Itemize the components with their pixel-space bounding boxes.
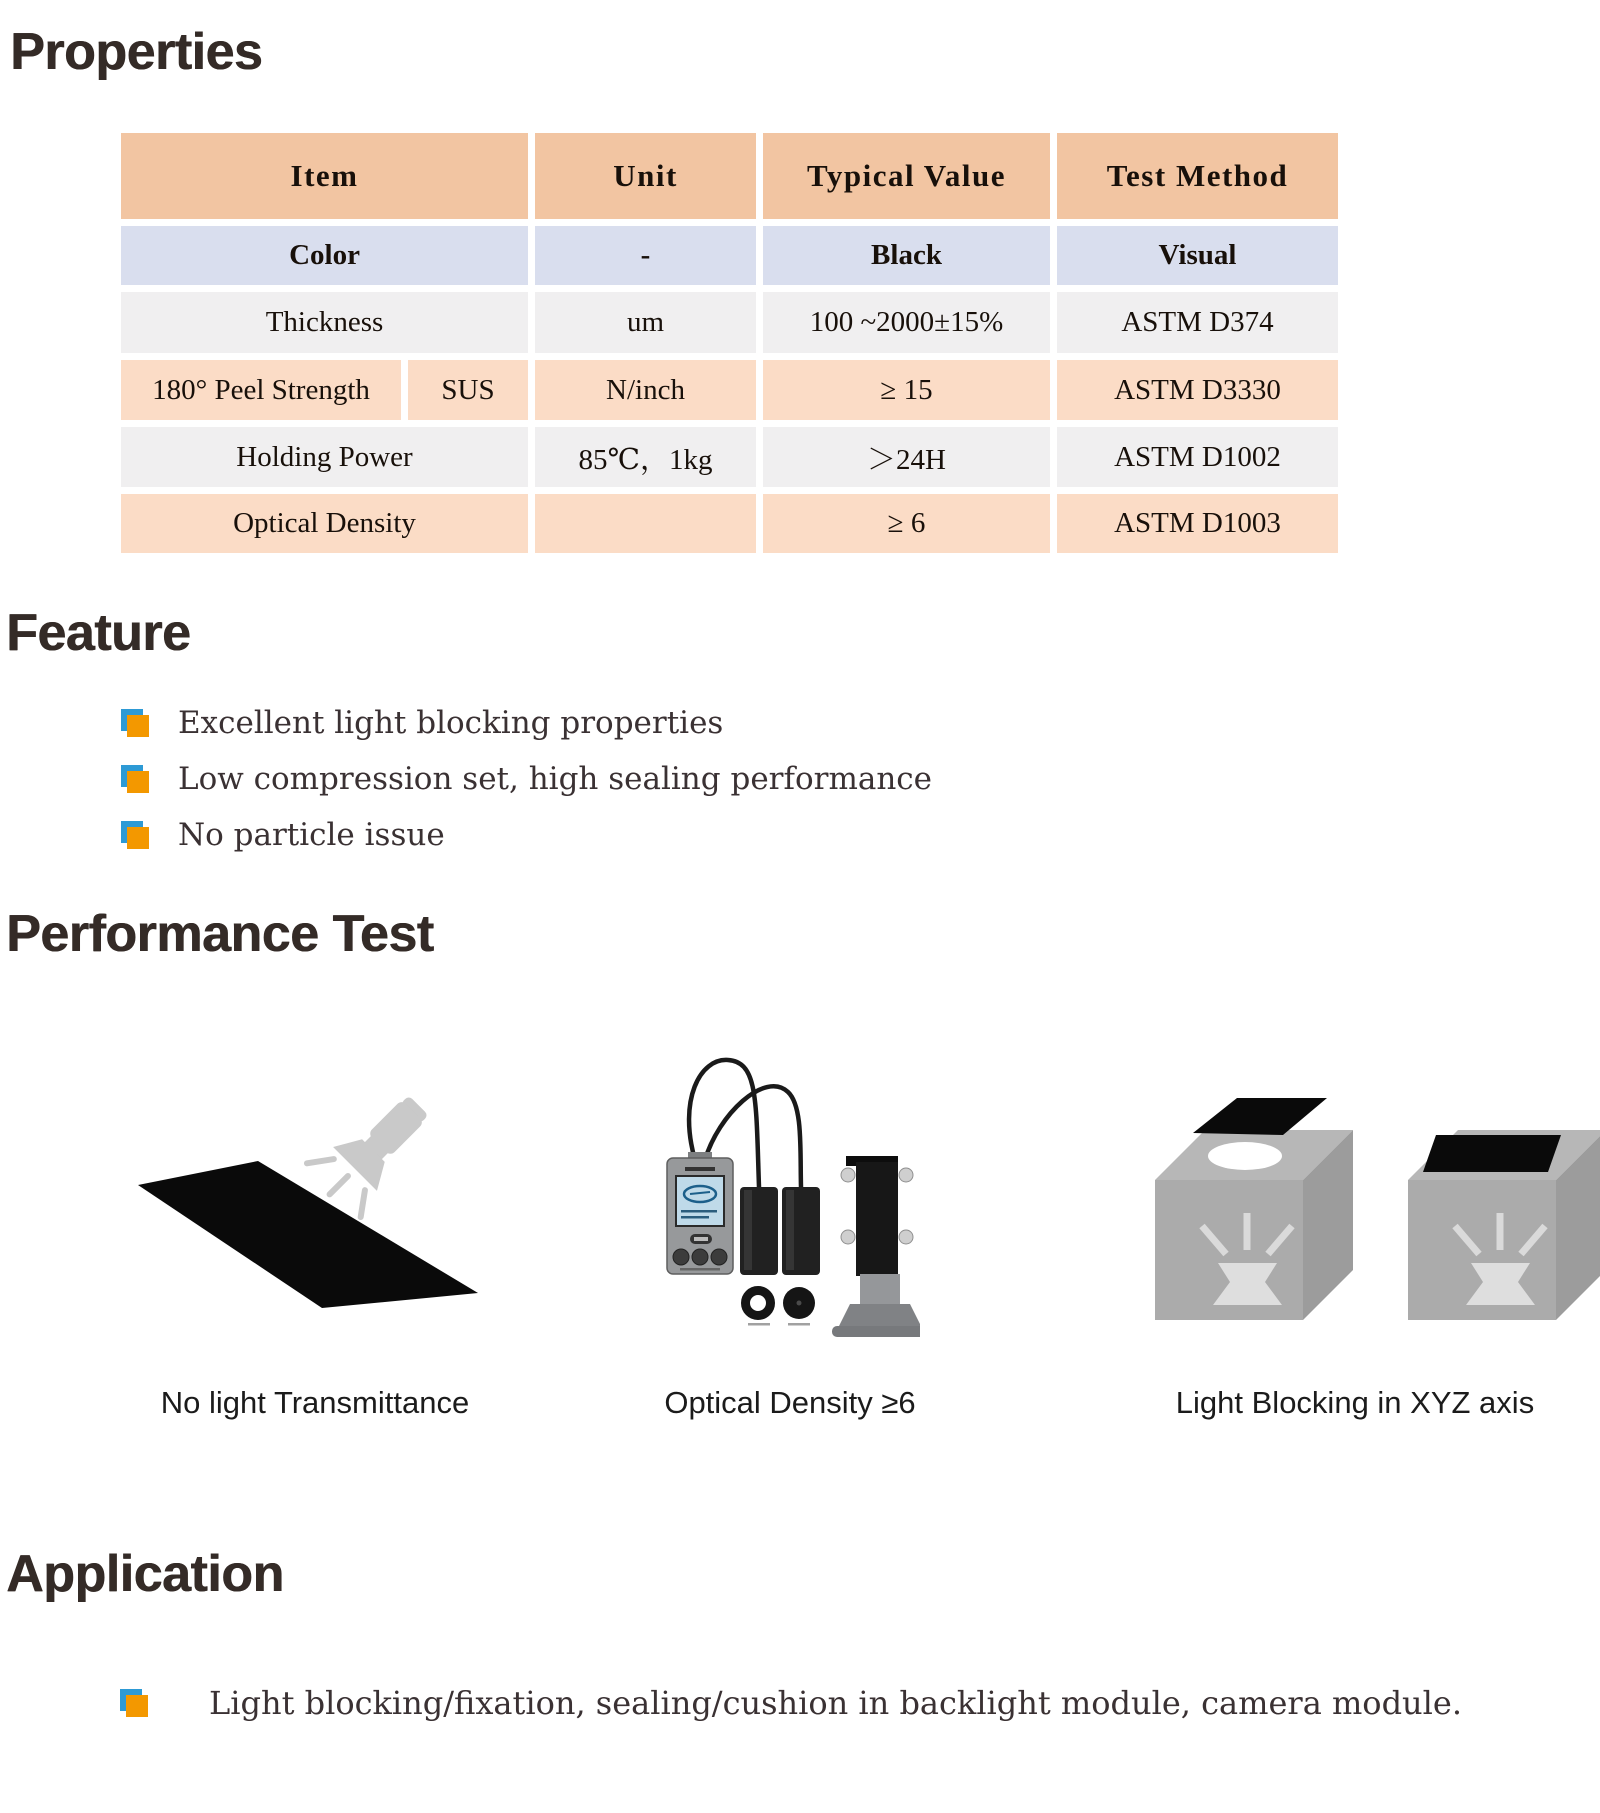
figure-caption: Light Blocking in XYZ axis <box>1175 1385 1535 1420</box>
application-heading: Application <box>6 1545 284 1603</box>
feature-item-text: No particle issue <box>178 817 445 853</box>
light-box-covered <box>1408 1130 1600 1320</box>
meter-stand <box>832 1156 920 1337</box>
table-cell-unit <box>535 494 756 553</box>
table-cell-item-sub: SUS <box>408 360 528 420</box>
table-cell-value: Black <box>763 226 1050 285</box>
feature-item <box>121 705 723 741</box>
bullet-square-icon <box>120 1689 149 1718</box>
table-cell-item: Thickness <box>121 292 528 353</box>
black-sheet-lid <box>1423 1135 1561 1172</box>
table-cell-unit: N/inch <box>535 360 756 420</box>
table-cell-item: Color <box>121 226 528 285</box>
meter-button <box>692 1249 708 1265</box>
application-item-text: Light blocking/fixation, sealing/cushion in backlight module, camera module. <box>209 1684 1462 1722</box>
table-item-cell-split <box>121 360 528 420</box>
table-cell-method: ASTM D1003 <box>1057 494 1338 553</box>
feature-item <box>121 817 445 853</box>
table-header-cell: Item <box>121 133 528 219</box>
table-cell-method: Visual <box>1057 226 1338 285</box>
table-cell-value: ≥ 15 <box>763 360 1050 420</box>
bullet-square-icon <box>121 765 150 794</box>
black-sheet <box>138 1161 478 1308</box>
feature-heading: Feature <box>6 604 191 662</box>
meter-button <box>673 1249 689 1265</box>
table-cell-method: ASTM D1002 <box>1057 427 1338 487</box>
properties-heading: Properties <box>10 23 263 81</box>
application-item <box>120 1684 1462 1722</box>
optical-density-meter-figure <box>560 1040 920 1340</box>
no-light-transmittance-figure <box>100 1040 520 1330</box>
table-header-cell: Test Method <box>1057 133 1338 219</box>
black-sheet-lid <box>1193 1098 1327 1135</box>
table-cell-method: ASTM D3330 <box>1057 360 1338 420</box>
flashlight-icon <box>303 1078 446 1221</box>
table-cell-item: Optical Density <box>121 494 528 553</box>
feature-item-text: Excellent light blocking properties <box>178 705 724 741</box>
aperture-ring <box>746 1291 771 1316</box>
feature-item-text: Low compression set, high sealing performance <box>178 761 932 797</box>
table-cell-value: ＞24H <box>763 427 1050 487</box>
meter-button <box>711 1249 727 1265</box>
table-header-cell: Unit <box>535 133 756 219</box>
table-cell-method: ASTM D374 <box>1057 292 1338 353</box>
table-cell-item: Holding Power <box>121 427 528 487</box>
table-cell-item: 180° Peel Strength <box>121 360 401 420</box>
table-cell-unit: - <box>535 226 756 285</box>
table-header-cell: Typical Value <box>763 133 1050 219</box>
bullet-square-icon <box>121 709 150 738</box>
light-box-open <box>1155 1098 1353 1320</box>
table-cell-value: 100 ~2000±15% <box>763 292 1050 353</box>
bullet-square-icon <box>121 821 150 850</box>
table-cell-value: ≥ 6 <box>763 494 1050 553</box>
performance-heading: Performance Test <box>6 905 434 963</box>
table-cell-unit: um <box>535 292 756 353</box>
meter-probes <box>740 1187 820 1275</box>
properties-table <box>121 133 1338 553</box>
table-cell-unit: 85℃，1kg <box>535 427 756 487</box>
meter-body <box>667 1152 733 1274</box>
feature-item <box>121 761 932 797</box>
figure-caption: Optical Density ≥6 <box>664 1385 916 1420</box>
light-blocking-boxes-figure <box>1130 1060 1600 1330</box>
figure-caption: No light Transmittance <box>160 1385 470 1420</box>
light-hole <box>1208 1142 1282 1170</box>
